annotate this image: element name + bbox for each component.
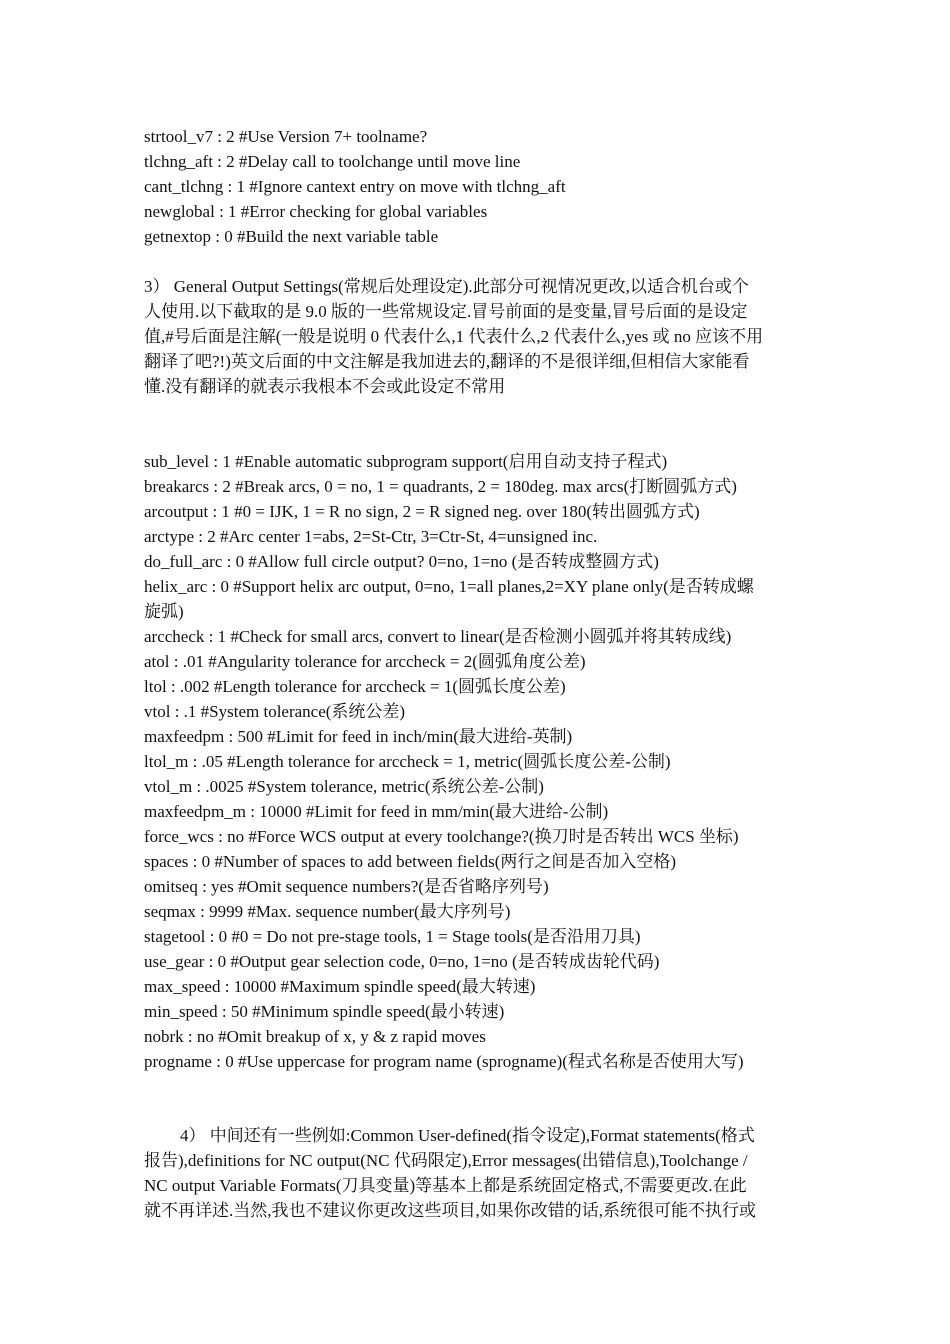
setting-line: tlchng_aft : 2 #Delay call to toolchange until move line	[144, 152, 521, 171]
setting-line: sub_level : 1 #Enable automatic subprogram support(启用自动支持子程式)	[144, 452, 668, 471]
paragraph-line: 就不再详述.当然,我也不建议你更改这些项目,如果你改错的话,系统很可能不执行或	[144, 1201, 756, 1220]
setting-line: helix_arc : 0 #Support helix arc output, 0=no, 1=all planes,2=XY plane only(是否转成螺	[144, 577, 754, 596]
setting-line: progname : 0 #Use uppercase for program name (sprogname)(程式名称是否使用大写)	[144, 1052, 744, 1071]
setting-line: spaces : 0 #Number of spaces to add between fields(两行之间是否加入空格)	[144, 852, 677, 871]
setting-line: newglobal : 1 #Error checking for global variables	[144, 202, 488, 221]
paragraph-line: 4） 中间还有一些例如:Common User-defined(指令设定),Format statements(格式	[180, 1126, 755, 1145]
setting-line: getnextop : 0 #Build the next variable table	[144, 227, 439, 246]
setting-line: ltol : .002 #Length tolerance for arccheck = 1(圆弧长度公差)	[144, 677, 566, 696]
paragraph-line: 值,#号后面是注解(一般是说明 0 代表什么,1 代表什么,2 代表什么,yes 或 no 应该不用	[144, 327, 764, 346]
setting-line: vtol : .1 #System tolerance(系统公差)	[144, 702, 406, 721]
setting-line: arccheck : 1 #Check for small arcs, convert to linear(是否检测小圆弧并将其转成线)	[144, 627, 732, 646]
setting-line: stagetool : 0 #0 = Do not pre-stage tools, 1 = Stage tools(是否沿用刀具)	[144, 927, 641, 946]
setting-line: arcoutput : 1 #0 = IJK, 1 = R no sign, 2 = R signed neg. over 180(转出圆弧方式)	[144, 502, 700, 521]
paragraph-line: 人使用.以下截取的是 9.0 版的一些常规设定.冒号前面的是变量,冒号后面的是设定	[144, 302, 748, 321]
setting-line: arctype : 2 #Arc center 1=abs, 2=St-Ctr, 3=Ctr-St, 4=unsigned inc.	[144, 527, 598, 546]
setting-line: ltol_m : .05 #Length tolerance for arccheck = 1, metric(圆弧长度公差-公制)	[144, 752, 671, 771]
setting-line: strtool_v7 : 2 #Use Version 7+ toolname?	[144, 127, 428, 146]
setting-line: breakarcs : 2 #Break arcs, 0 = no, 1 = quadrants, 2 = 180deg. max arcs(打断圆弧方式)	[144, 477, 737, 496]
setting-line: cant_tlchng : 1 #Ignore cantext entry on move with tlchng_aft	[144, 177, 566, 196]
setting-line: seqmax : 9999 #Max. sequence number(最大序列号)	[144, 902, 511, 921]
setting-line: use_gear : 0 #Output gear selection code, 0=no, 1=no (是否转成齿轮代码)	[144, 952, 660, 971]
setting-line: omitseq : yes #Omit sequence numbers?(是否省略序列号)	[144, 877, 549, 896]
paragraph-line: 3） General Output Settings(常规后处理设定).此部分可视情况更改,以适合机台或个	[144, 277, 749, 296]
setting-line: max_speed : 10000 #Maximum spindle speed(最大转速)	[144, 977, 536, 996]
setting-line: do_full_arc : 0 #Allow full circle output? 0=no, 1=no (是否转成整圆方式)	[144, 552, 659, 571]
setting-line: nobrk : no #Omit breakup of x, y & z rapid moves	[144, 1027, 486, 1046]
setting-line: force_wcs : no #Force WCS output at every toolchange?(换刀时是否转出 WCS 坐标)	[144, 827, 739, 846]
setting-line: maxfeedpm_m : 10000 #Limit for feed in mm/min(最大进给-公制)	[144, 802, 609, 821]
setting-line: maxfeedpm : 500 #Limit for feed in inch/min(最大进给-英制)	[144, 727, 573, 746]
setting-line: 旋弧)	[144, 602, 184, 621]
paragraph-line: NC output Variable Formats(刀具变量)等基本上都是系统固定格式,不需要更改.在此	[144, 1176, 747, 1195]
paragraph-line: 懂.没有翻译的就表示我根本不会或此设定不常用	[144, 377, 506, 396]
setting-line: vtol_m : .0025 #System tolerance, metric(系统公差-公制)	[144, 777, 544, 796]
setting-line: atol : .01 #Angularity tolerance for arccheck = 2(圆弧角度公差)	[144, 652, 586, 671]
setting-line: min_speed : 50 #Minimum spindle speed(最小转速)	[144, 1002, 505, 1021]
paragraph-line: 报告),definitions for NC output(NC 代码限定),Error messages(出错信息),Toolchange /	[144, 1151, 748, 1170]
paragraph-line: 翻译了吧?!)英文后面的中文注解是我加进去的,翻译的不是很详细,但相信大家能看	[144, 352, 750, 371]
